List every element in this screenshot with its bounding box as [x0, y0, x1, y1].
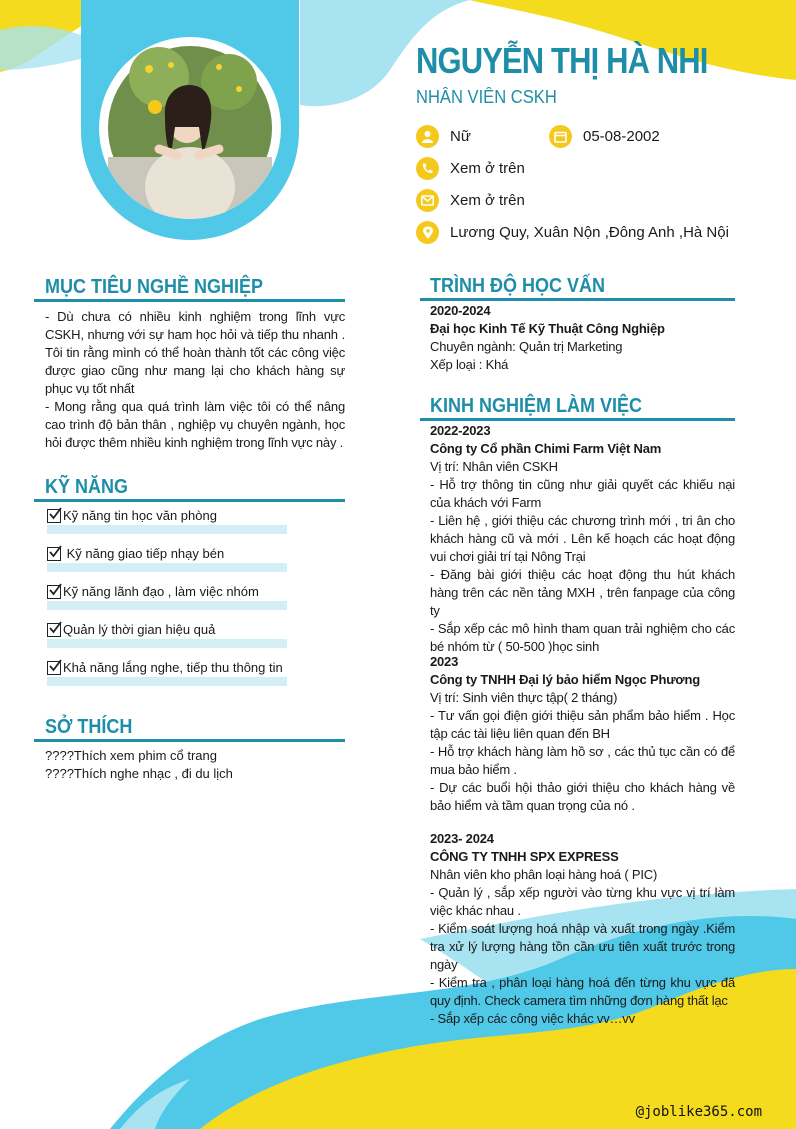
skills-heading: KỸ NĂNG — [45, 476, 129, 498]
skill-label: Kỹ năng lãnh đạo , làm việc nhóm — [63, 584, 259, 599]
objective-paragraph-1: - Dù chưa có nhiều kinh nghiệm trong lĩnh vực CSKH, nhưng với sự ham học hỏi và tiếp thu nhanh . Tôi tin rằng mình có thể hoàn thành tốt các công việc được giao cũng như mang lại cho khách hàng sự phục vụ tốt nhất — [45, 309, 345, 396]
checkbox-icon — [47, 547, 61, 561]
skill-bar — [47, 639, 287, 648]
education-heading: TRÌNH ĐỘ HỌC VẤN — [430, 275, 606, 297]
job-line: - Tư vấn gọi điện giới thiệu sản phẩm bảo hiểm . Học tập các tài liệu liên quan đến BH — [430, 708, 735, 741]
objective-rule — [34, 299, 345, 302]
gender-value: Nữ — [450, 128, 471, 145]
hobby-item: ????Thích xem phim cổ trang — [45, 748, 217, 763]
avatar — [99, 37, 281, 219]
education-period: 2020-2024 — [430, 303, 491, 318]
user-icon — [416, 125, 439, 148]
hobbies-rule — [34, 739, 345, 742]
birthdate-value: 05-08-2002 — [583, 128, 660, 145]
email-row — [416, 189, 525, 212]
job-company: CÔNG TY TNHH SPX EXPRESS — [430, 849, 619, 864]
job-period: 2022-2023 — [430, 423, 491, 438]
skill-bar — [47, 677, 287, 686]
email-value[interactable]: Xem ở trên — [450, 192, 525, 209]
objective-paragraph-2: - Mong rằng qua quá trình làm việc tôi có thể nâng cao trình độ bản thân , nghiệp vụ chuyên ngành, học hỏi được thêm nhiều kinh nghiệm trong lĩnh vực này . — [45, 399, 345, 450]
job-entry — [430, 830, 735, 1028]
job-period: 2023- 2024 — [430, 831, 494, 846]
hobbies-heading: SỞ THÍCH — [45, 716, 133, 738]
checkbox-icon — [47, 623, 61, 637]
candidate-name: NGUYỄN THỊ HÀ NHI — [416, 40, 708, 81]
job-line: - Hỗ trợ thông tin cũng như giải quyết các khiếu nại của khách với Farm — [430, 477, 735, 510]
candidate-title: NHÂN VIÊN CSKH — [416, 87, 557, 107]
job-period: 2023 — [430, 654, 459, 669]
calendar-icon — [549, 125, 572, 148]
checkbox-icon — [47, 661, 61, 675]
job-line: - Kiểm tra , phân loại hàng hoá đến từng khu vực đã quy định. Check camera tìm những đơn hàng thất lạc — [430, 975, 735, 1008]
checkbox-icon — [47, 585, 61, 599]
checkbox-icon — [47, 509, 61, 523]
watermark: @joblike365.com — [635, 1104, 762, 1120]
skill-item — [47, 546, 224, 561]
job-entry — [430, 653, 735, 815]
job-line: Vị trí: Sinh viên thực tập( 2 tháng) — [430, 690, 618, 705]
phone-row — [416, 157, 525, 180]
address-row — [416, 221, 729, 244]
job-company: Công ty Cổ phần Chimi Farm Việt Nam — [430, 441, 662, 456]
experience-rule — [420, 418, 735, 421]
education-school: Đại học Kinh Tế Kỹ Thuật Công Nghiệp — [430, 321, 665, 336]
objective-heading: MỤC TIÊU NGHỀ NGHIỆP — [45, 276, 264, 298]
job-line: - Liên hệ , giới thiệu các chương trình mới , tri ân cho khách hàng cũ và mới . Lên kế hoạch các hoạt động vui chơi giải trí tại Nông Trại — [430, 513, 735, 564]
job-line: Nhân viên kho phân loại hàng hoá ( PIC) — [430, 867, 658, 882]
job-line: - Hỗ trợ khách hàng làm hồ sơ , các thủ tục cần có để mua bảo hiểm . — [430, 744, 735, 777]
location-pin-icon — [416, 221, 439, 244]
skill-item — [47, 508, 217, 523]
envelope-icon — [416, 189, 439, 212]
phone-value[interactable]: Xem ở trên — [450, 160, 525, 177]
skill-bar — [47, 525, 287, 534]
skills-rule — [34, 499, 345, 502]
skill-bar — [47, 601, 287, 610]
job-line: Vị trí: Nhân viên CSKH — [430, 459, 558, 474]
job-line: - Đăng bài giới thiệu các hoạt động thu hút khách hàng trên các nền tảng MXH , trên fanpage của công ty — [430, 567, 735, 618]
education-major: Chuyên ngành: Quản trị Marketing — [430, 339, 623, 354]
skill-label: Kỹ năng tin học văn phòng — [63, 508, 217, 523]
skill-label: Quản lý thời gian hiệu quả — [63, 622, 216, 637]
education-block — [430, 302, 735, 374]
job-company: Công ty TNHH Đại lý bảo hiểm Ngọc Phương — [430, 672, 700, 687]
job-line: - Quản lý , sắp xếp người vào từng khu vực vị trí làm việc khác nhau . — [430, 885, 735, 918]
job-entry — [430, 422, 735, 656]
education-rule — [420, 298, 735, 301]
objective-text — [45, 308, 345, 452]
education-grade: Xếp loại : Khá — [430, 357, 509, 372]
job-line: - Sắp xếp các mô hình tham quan trải nghiệm cho các bé nhóm từ ( 50-500 )học sinh — [430, 621, 735, 654]
skill-item — [47, 584, 259, 599]
hobby-item: ????Thích nghe nhạc , đi du lịch — [45, 766, 233, 781]
skill-label: Kỹ năng giao tiếp nhạy bén — [63, 546, 225, 561]
skill-bar — [47, 563, 287, 572]
experience-heading: KINH NGHIỆM LÀM VIỆC — [430, 395, 643, 417]
address-value: Lương Quy, Xuân Nộn ,Đông Anh ,Hà Nội — [450, 224, 729, 241]
gender-row — [416, 125, 471, 148]
skill-item — [47, 660, 283, 675]
job-line: - Dự các buổi hội thảo giới thiệu cho khách hàng về bảo hiểm và tầm quan trọng của nó . — [430, 780, 735, 813]
birthdate-row — [549, 125, 660, 148]
phone-icon — [416, 157, 439, 180]
skill-item — [47, 622, 215, 637]
skill-label: Khả năng lắng nghe, tiếp thu thông tin — [63, 660, 283, 675]
job-line: - Sắp xếp các công việc khác vv…vv — [430, 1011, 635, 1026]
job-line: - Kiểm soát lượng hoá nhập và xuất trong ngày .Kiểm tra xử lý lượng hàng tồn cần ưu tiên xuất trước trong ngày — [430, 921, 735, 972]
